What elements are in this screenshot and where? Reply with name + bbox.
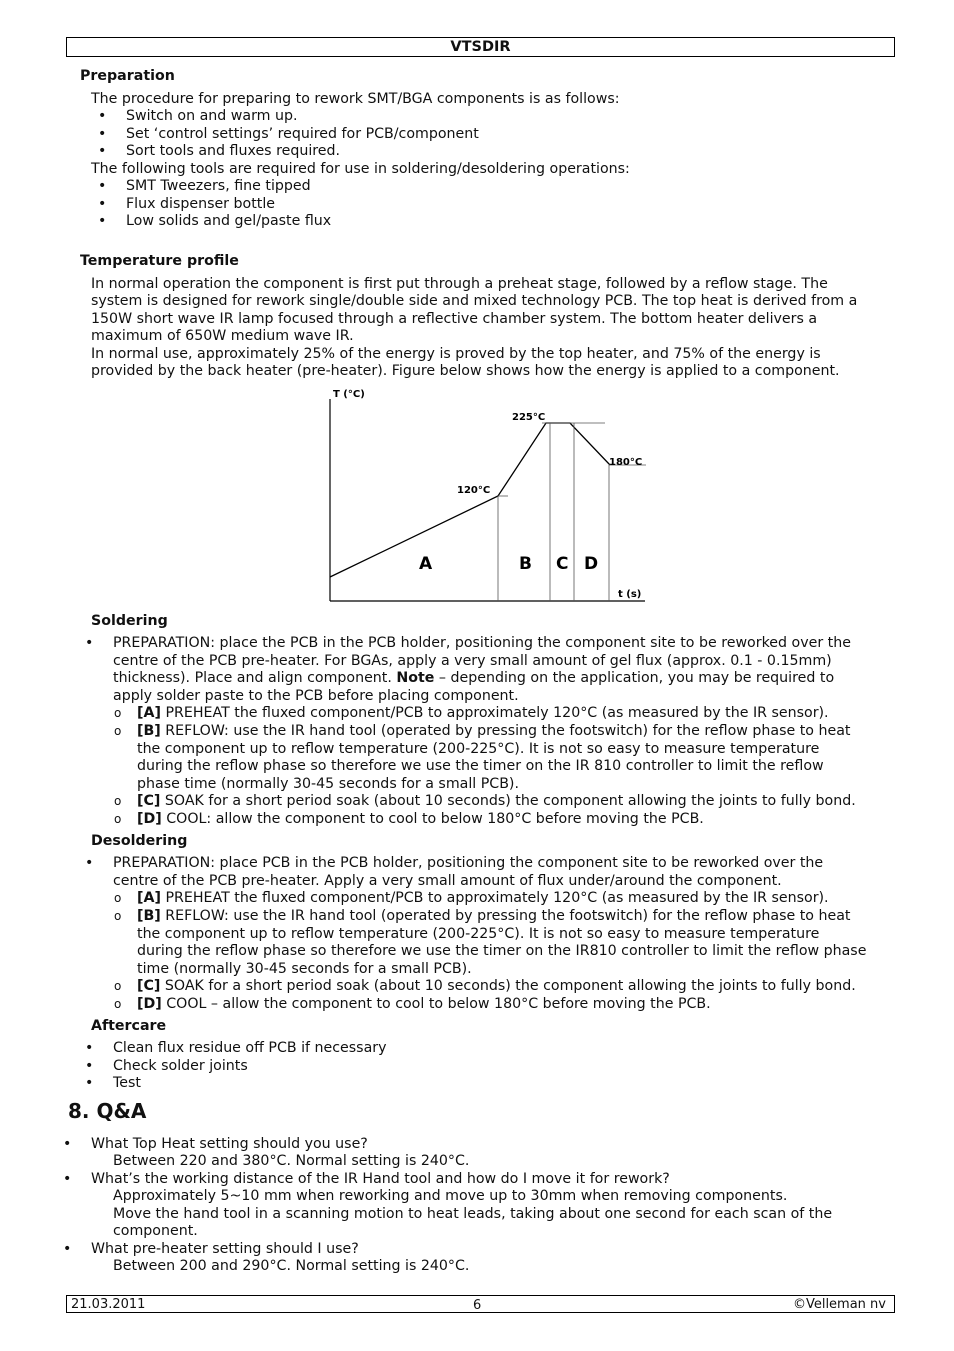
temperature-profile-figure <box>320 385 660 607</box>
desoldering-step-d: o [D] COOL – allow the component to cool to below 180°C before moving the PCB. <box>137 996 711 1014</box>
desoldering-step-b-line: time (normally 30-45 seconds for a small PCB). <box>137 961 472 977</box>
document-footer <box>66 1295 895 1313</box>
list-item: • Low solids and gel/paste flux <box>126 213 331 231</box>
document-title: VTSDIR <box>450 39 511 55</box>
list-item: • Test <box>113 1075 141 1093</box>
soldering-prep-line: centre of the PCB pre-heater. For BGAs, apply a very small amount of gel flux (approx. 0.1 - 0.15mm) <box>113 653 832 669</box>
list-item: • Flux dispenser bottle <box>126 196 275 214</box>
qa-title: 8. Q&A <box>68 1099 147 1123</box>
qa-question: • What Top Heat setting should you use? <box>91 1136 368 1154</box>
desoldering-step-b-line: during the reflow phase so therefore we use the timer on the IR810 controller to limit the reflow phase <box>137 943 867 959</box>
soldering-step-d: o [D] COOL: allow the component to cool to below 180°C before moving the PCB. <box>137 811 704 829</box>
paragraph-line: provided by the back heater (pre-heater). Figure below shows how the energy is applied to a component. <box>91 363 840 379</box>
desoldering-step-a: o [A] PREHEAT the fluxed component/PCB to approximately 120°C (as measured by the IR sensor). <box>137 890 829 908</box>
soldering-prep-line: apply solder paste to the PCB before placing component. <box>113 688 519 704</box>
tools-intro: The following tools are required for use in soldering/desoldering operations: <box>91 161 630 177</box>
footer-date: 21.03.2011 <box>71 1297 146 1312</box>
document-header <box>66 37 895 57</box>
soldering-prep-line: • PREPARATION: place the PCB in the PCB holder, positioning the component site to be reworked over the <box>113 635 851 653</box>
desoldering-step-b: o [B] REFLOW: use the IR hand tool (operated by pressing the footswitch) for the reflow phase to heat <box>137 908 850 926</box>
soldering-step-b-line: the component up to reflow temperature (200-225°C). It is not so easy to measure temperature <box>137 741 820 757</box>
qa-answer: Approximately 5~10 mm when reworking and move up to 30mm when removing components. <box>113 1188 788 1204</box>
footer-copyright: ©Velleman nv <box>792 1297 886 1312</box>
list-item: • Check solder joints <box>113 1058 248 1076</box>
zone-label-b: B <box>519 554 532 574</box>
paragraph-line: In normal operation the component is first put through a preheat stage, followed by a reflow stage. The <box>91 276 828 292</box>
list-item: • Clean flux residue off PCB if necessary <box>113 1040 387 1058</box>
page-number: 6 <box>473 1298 482 1313</box>
list-item: • Sort tools and fluxes required. <box>126 143 340 161</box>
qa-question: • What pre-heater setting should I use? <box>91 1241 359 1259</box>
qa-answer: component. <box>113 1223 198 1239</box>
preparation-heading: Preparation <box>80 68 175 84</box>
soldering-prep-line: thickness). Place and align component. Note – depending on the application, you may be required to <box>113 670 835 686</box>
temp-label-120: 120°C <box>457 485 491 496</box>
soldering-step-c: o [C] SOAK for a short period soak (about 10 seconds) the component allowing the joints to fully bond. <box>137 793 856 811</box>
zone-label-c: C <box>556 554 569 574</box>
list-item: • SMT Tweezers, fine tipped <box>126 178 311 196</box>
paragraph-line: 150W short wave IR lamp focused through a reflective chamber system. The bottom heater delivers a <box>91 311 818 327</box>
desoldering-heading: Desoldering <box>91 833 188 849</box>
soldering-step-a: o [A] PREHEAT the fluxed component/PCB to approximately 120°C (as measured by the IR sensor). <box>137 705 829 723</box>
zone-label-d: D <box>584 554 599 574</box>
soldering-step-b: o [B] REFLOW: use the IR hand tool (operated by pressing the footswitch) for the reflow phase to heat <box>137 723 850 741</box>
desoldering-step-b-line: the component up to reflow temperature (200-225°C). It is not so easy to measure temperature <box>137 926 820 942</box>
desoldering-step-c: o [C] SOAK for a short period soak (about 10 seconds) the component allowing the joints to fully bond. <box>137 978 856 996</box>
qa-question: • What’s the working distance of the IR Hand tool and how do I move it for rework? <box>91 1171 670 1189</box>
aftercare-heading: Aftercare <box>91 1018 167 1034</box>
y-axis-label: T (°C) <box>333 389 365 400</box>
list-item: • Switch on and warm up. <box>126 108 298 126</box>
soldering-step-b-line: during the reflow phase so therefore we use the timer on the IR 810 controller to limit the reflow <box>137 758 824 774</box>
paragraph-line: In normal use, approximately 25% of the energy is proved by the top heater, and 75% of the energy is <box>91 346 821 362</box>
temp-label-225: 225°C <box>512 412 546 423</box>
paragraph-line: maximum of 650W medium wave IR. <box>91 328 354 344</box>
preparation-intro: The procedure for preparing to rework SMT/BGA components is as follows: <box>91 91 620 107</box>
list-item: • Set ‘control settings’ required for PCB/component <box>126 126 479 144</box>
paragraph-line: system is designed for rework single/double side and mixed technology PCB. The top heat is derived from a <box>91 293 858 309</box>
desoldering-prep-line: • PREPARATION: place PCB in the PCB holder, positioning the component site to be reworked over the <box>113 855 823 873</box>
note-label: Note <box>396 670 435 686</box>
zone-label-a: A <box>419 554 433 574</box>
desoldering-prep-line: centre of the PCB pre-heater. Apply a very small amount of flux under/around the component. <box>113 873 782 889</box>
qa-answer: Between 200 and 290°C. Normal setting is 240°C. <box>113 1258 470 1274</box>
soldering-step-b-line: phase time (normally 30-45 seconds for a small PCB). <box>137 776 519 792</box>
qa-answer: Between 220 and 380°C. Normal setting is 240°C. <box>113 1153 470 1169</box>
soldering-heading: Soldering <box>91 613 168 629</box>
temp-label-180: 180°C <box>609 457 643 468</box>
temperature-heading: Temperature profile <box>80 253 239 269</box>
qa-answer: Move the hand tool in a scanning motion to heat leads, taking about one second for each scan of the <box>113 1206 833 1222</box>
x-axis-label: t (s) <box>618 589 642 600</box>
